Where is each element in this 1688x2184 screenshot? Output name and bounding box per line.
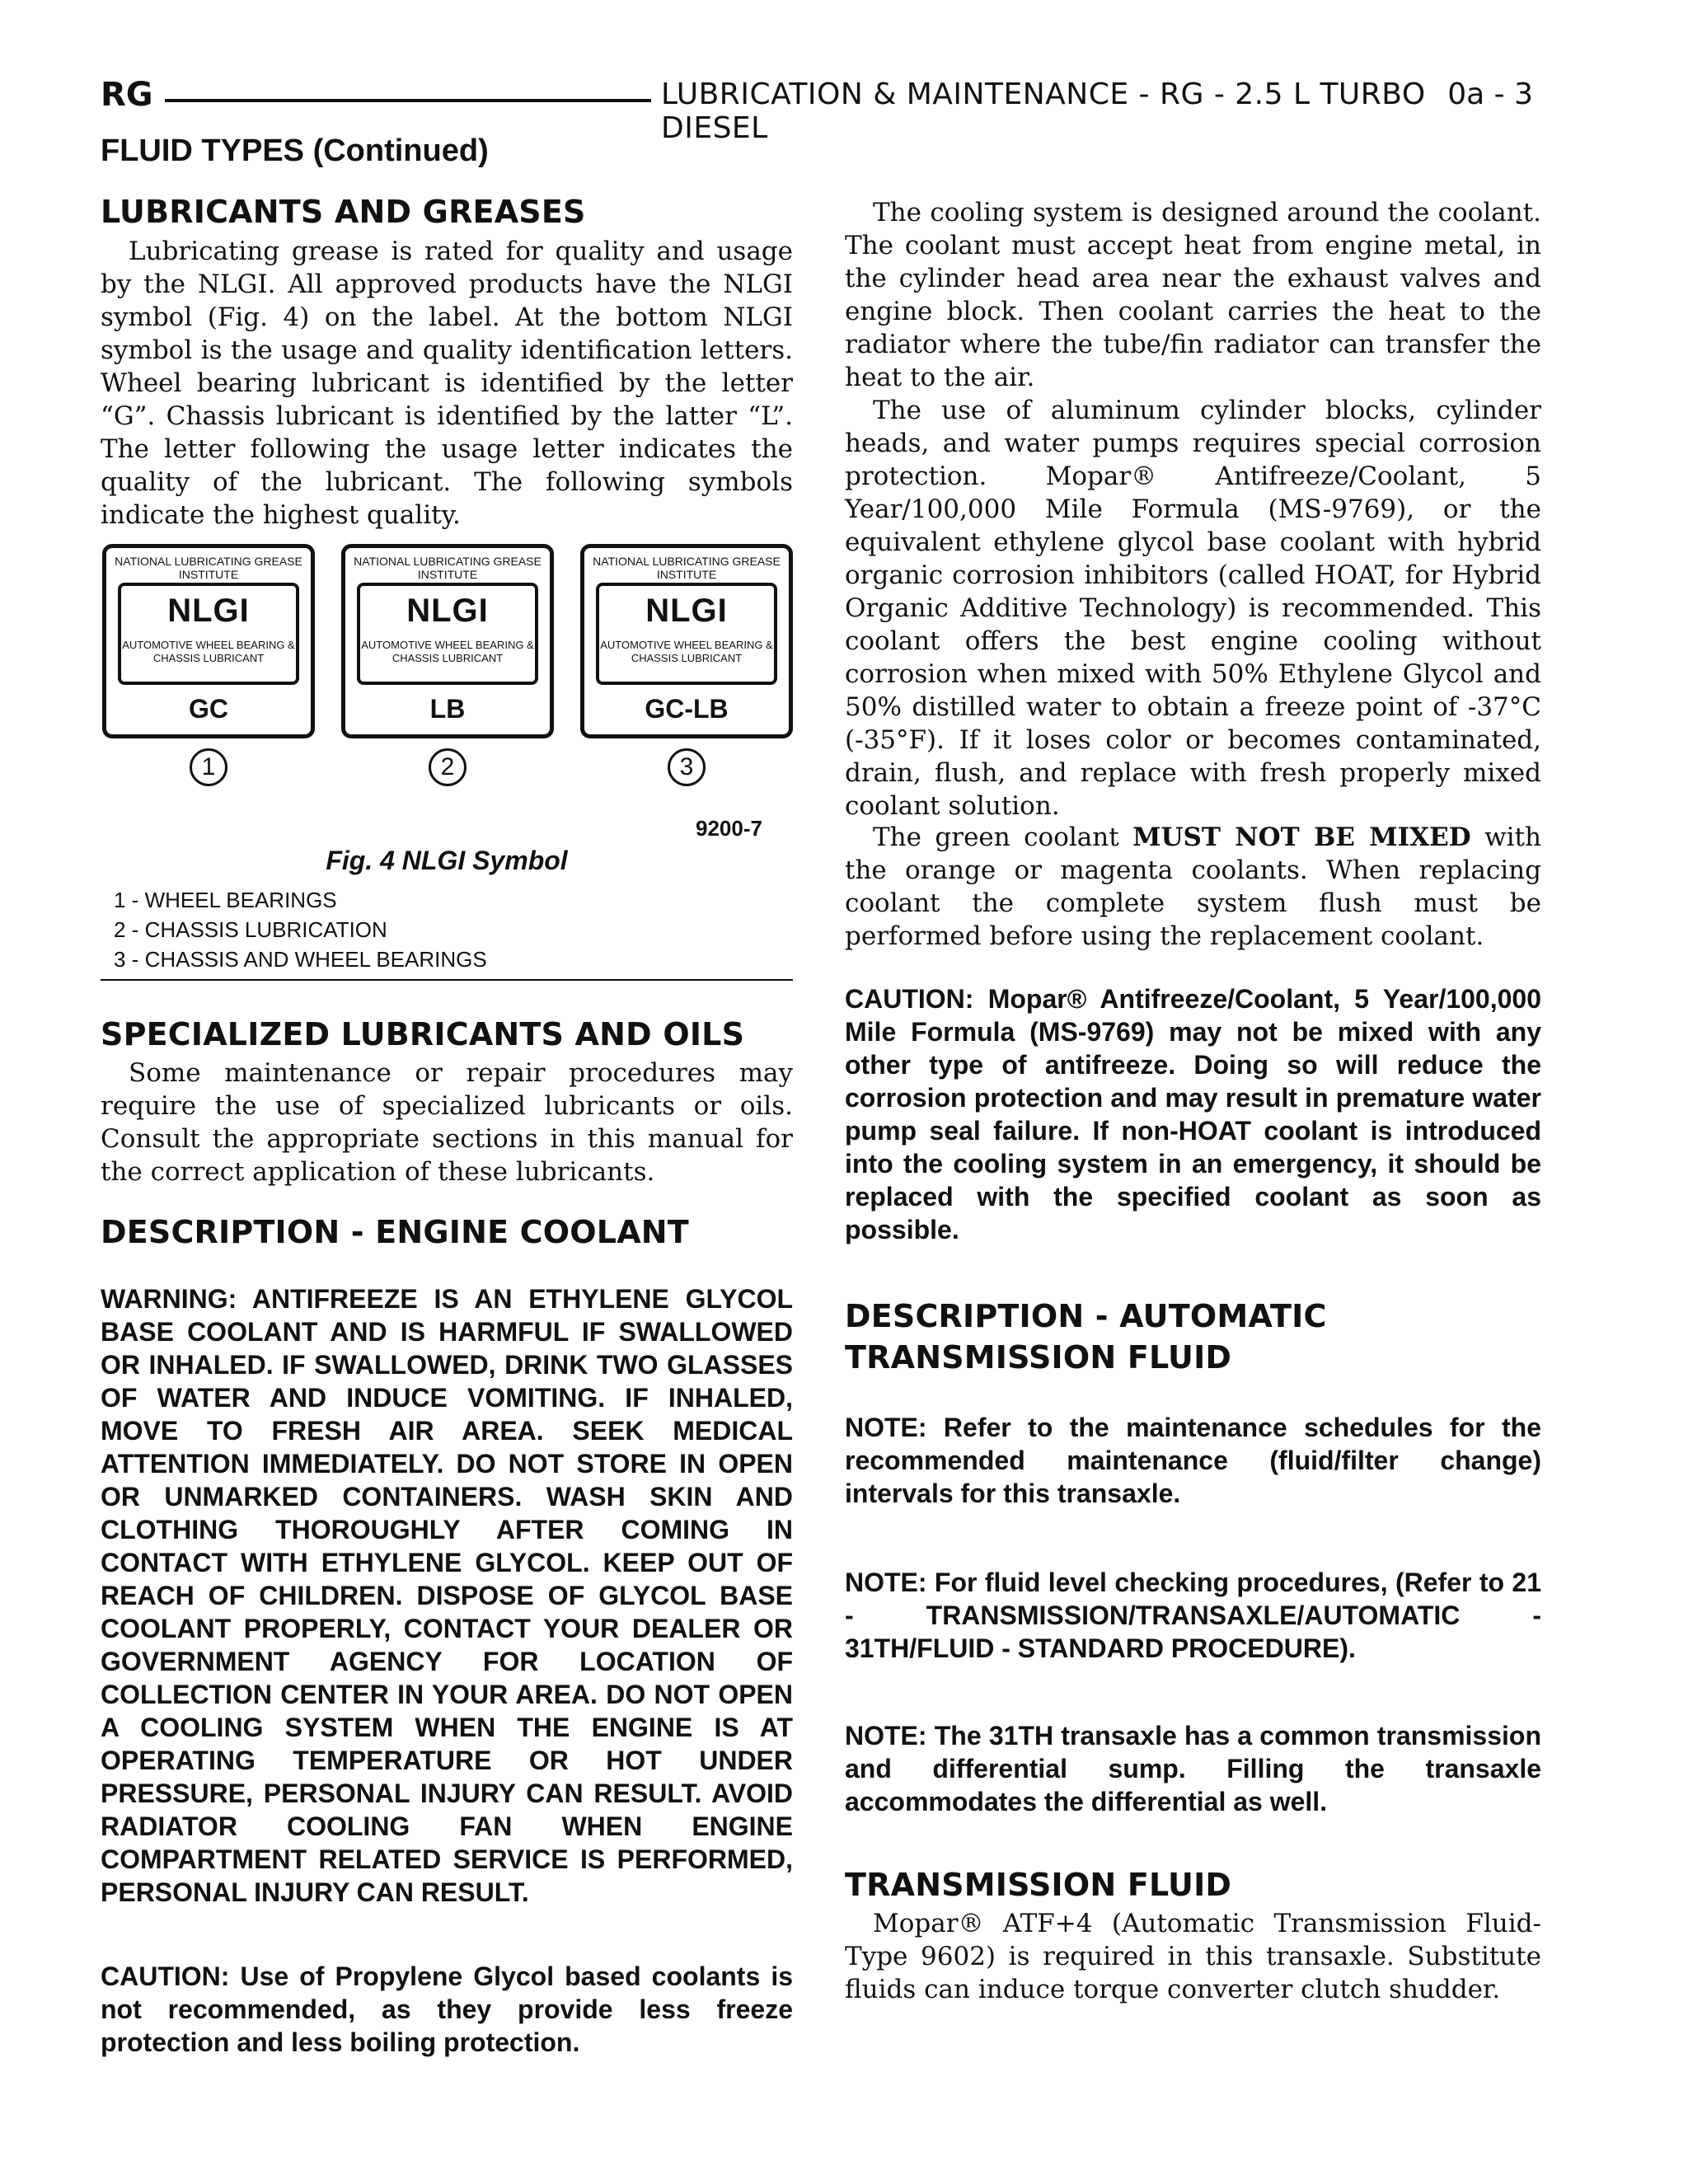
cooling-p3-end: with the orange or magenta coolants. When replacing coolant the complete system flush must be performed before using the replacement coolant. — [845, 823, 1541, 951]
badge-code: LB — [429, 694, 466, 724]
callout-2: 2 — [429, 748, 467, 786]
callout-3: 3 — [668, 748, 706, 786]
transmission-fluid-heading: TRANSMISSION FLUID — [845, 1867, 1232, 1903]
figure-divider — [101, 979, 793, 981]
badge-org-label: NATIONAL LUBRICATING GREASE INSTITUTE — [593, 555, 781, 581]
badge-org-label: NATIONAL LUBRICATING GREASE INSTITUTE — [115, 555, 302, 581]
header-section-code: RG — [101, 76, 153, 114]
propylene-caution: CAUTION: Use of Propylene Glycol based coolants is not recommended, as they provide less freeze protection and less boiling protection. — [101, 1961, 793, 2057]
nlgi-logo-text: NLGI — [406, 593, 489, 629]
nlgi-badge-gc — [102, 544, 315, 738]
legend-item: 1 - WHEEL BEARINGS — [114, 888, 337, 912]
figure-id: 9200-7 — [696, 816, 762, 841]
atf-heading: DESCRIPTION - AUTOMATIC TRANSMISSION FLUID — [845, 1298, 1327, 1376]
section-continued-title: FLUID TYPES (Continued) — [101, 134, 489, 168]
badge-description: AUTOMOTIVE WHEEL BEARING & CHASSIS LUBRICANT — [600, 639, 773, 664]
engine-coolant-heading: DESCRIPTION - ENGINE COOLANT — [101, 1214, 689, 1250]
nlgi-logo-text: NLGI — [167, 593, 250, 629]
badge-org-label: NATIONAL LUBRICATING GREASE INSTITUTE — [354, 555, 542, 581]
header-rule — [165, 99, 651, 102]
lubricants-heading: LUBRICANTS AND GREASES — [101, 194, 586, 230]
nlgi-figure — [101, 544, 793, 989]
callout-1: 1 — [190, 748, 227, 786]
header-title: LUBRICATION & MAINTENANCE - RG - 2.5 L TURBO DIESEL — [661, 77, 1426, 145]
figure-caption: Fig. 4 NLGI Symbol — [326, 846, 568, 875]
nlgi-badge-lb — [341, 544, 554, 738]
badge-description: AUTOMOTIVE WHEEL BEARING & CHASSIS LUBRICANT — [361, 639, 534, 664]
specialized-paragraph: Some maintenance or repair procedures may require the use of specialized lubricants or oils. Consult the appropriate sections in this manual for the correct application of these lubricants. — [101, 1058, 793, 1187]
note-fluid-level: NOTE: For fluid level checking procedures, (Refer to 21 - TRANSMISSION/TRANSAXLE/AUTOMATIC - 31TH/FLUID - STANDARD PROCEDURE). — [845, 1568, 1541, 1663]
cooling-paragraph-2: The use of aluminum cylinder blocks, cylinder heads, and water pumps requires special corrosion protection. Mopar® Antifreeze/Coolant, 5 Year/100,000 Mile Formula (MS-9769), or the equivalent ethylene glycol base coolant with hybrid organic corrosion inhibitors (called HOAT, for Hybrid Organic Additive Technology) is recommended. This coolant offers the best engine cooling without corrosion when mixed with 50% Ethylene Glycol and 50% distilled water to obtain a freeze point of -37°C (-35°F). If it loses color or becomes contaminated, drain, flush, and replace with fresh properly mixed coolant solution. — [845, 396, 1541, 821]
legend-item: 3 - CHASSIS AND WHEEL BEARINGS — [114, 947, 487, 972]
badge-code: GC — [189, 694, 228, 724]
specialized-heading: SPECIALIZED LUBRICANTS AND OILS — [101, 1016, 745, 1052]
mopar-caution: CAUTION: Mopar® Antifreeze/Coolant, 5 Year/100,000 Mile Formula (MS-9769) may not be mixed with any other type of antifreeze. Doing so will reduce the corrosion protection and may result in premature water pump seal failure. If non-HOAT coolant is introduced into the cooling system in an emergency, it should be replaced with the specified coolant as soon as possible. — [845, 984, 1541, 1244]
nlgi-logo-text: NLGI — [645, 593, 728, 629]
cooling-paragraph-1: The cooling system is designed around the coolant. The coolant must accept heat from engine metal, in the cylinder head area near the exhaust valves and engine block. Then coolant carries the heat to the radiator where the tube/fin radiator can transfer the heat to the air. — [845, 198, 1541, 392]
lubricants-paragraph: Lubricating grease is rated for quality and usage by the NLGI. All approved products have the NLGI symbol (Fig. 4) on the label. At the bottom NLGI symbol is the usage and quality identification letters. Wheel bearing lubricant is identified by the letter “G”. Chassis lubricant is identified by the latter “L”. The letter following the usage letter indicates the quality of the lubricant. The following symbols indicate the highest quality. — [101, 237, 793, 530]
badge-inner-frame — [357, 583, 538, 685]
note-common-sump: NOTE: The 31TH transaxle has a common transmission and differential sump. Filling the transaxle accommodates the differential as well. — [845, 1721, 1541, 1816]
badge-description: AUTOMOTIVE WHEEL BEARING & CHASSIS LUBRICANT — [122, 639, 295, 664]
must-not-be-mixed: MUST NOT BE MIXED — [1132, 823, 1471, 852]
page-header — [101, 76, 1533, 145]
note-maintenance: NOTE: Refer to the maintenance schedules for the recommended maintenance (fluid/filter change) intervals for this transaxle. — [845, 1413, 1541, 1508]
cooling-paragraph-3 — [845, 821, 1541, 953]
cooling-p3-start: The green coolant — [873, 823, 1133, 852]
nlgi-badge-gc-lb — [580, 544, 793, 738]
header-page-number: 0a - 3 — [1447, 77, 1533, 111]
legend-item: 2 - CHASSIS LUBRICATION — [114, 917, 387, 942]
badge-code: GC-LB — [645, 694, 729, 724]
badge-inner-frame — [596, 583, 777, 685]
transmission-fluid-paragraph: Mopar® ATF+4 (Automatic Transmission Fluid-Type 9602) is required in this transaxle. Substitute fluids can induce torque converter clutch shudder. — [845, 1909, 1541, 2004]
figure-legend — [114, 885, 487, 974]
badge-inner-frame — [118, 583, 299, 685]
coolant-warning: WARNING: ANTIFREEZE IS AN ETHYLENE GLYCOL BASE COOLANT AND IS HARMFUL IF SWALLOWED OR INHALED. IF SWALLOWED, DRINK TWO GLASSES OF WATER AND INDUCE VOMITING. IF INHALED, MOVE TO FRESH AIR AREA. SEEK MEDICAL ATTENTION IMMEDIATELY. DO NOT STORE IN OPEN OR UNMARKED CONTAINERS. WASH SKIN AND CLOTHING THOROUGHLY AFTER COMING IN CONTACT WITH ETHYLENE GLYCOL. KEEP OUT OF REACH OF CHILDREN. DISPOSE OF GLYCOL BASE COOLANT PROPERLY, CONTACT YOUR DEALER OR GOVERNMENT AGENCY FOR LOCATION OF COLLECTION CENTER IN YOUR AREA. DO NOT OPEN A COOLING SYSTEM WHEN THE ENGINE IS AT OPERATING TEMPERATURE OR HOT UNDER PRESSURE, PERSONAL INJURY CAN RESULT. AVOID RADIATOR COOLING FAN WHEN ENGINE COMPARTMENT RELATED SERVICE IS PERFORMED, PERSONAL INJURY CAN RESULT. — [101, 1284, 793, 1907]
